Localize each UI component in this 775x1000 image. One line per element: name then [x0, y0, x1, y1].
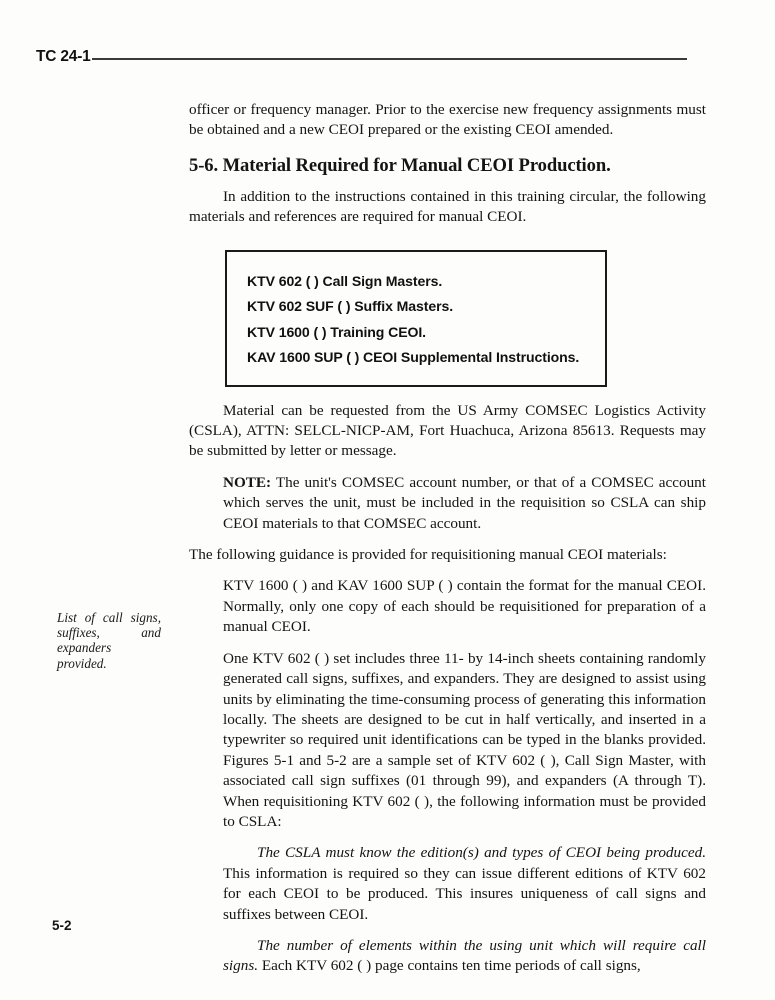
edition-lead-italic: The CSLA must know the edition(s) and types of CEOI being produced. — [257, 844, 706, 862]
material-item: KTV 1600 ( ) Training CEOI. — [247, 323, 426, 340]
edition-requirement-block — [223, 843, 706, 925]
edition-paragraph — [223, 843, 706, 925]
elements-paragraph — [223, 936, 706, 977]
note-paragraph — [223, 473, 706, 534]
elements-rest: Each KTV 602 ( ) page contains ten time periods of call signs, — [258, 957, 641, 975]
continued-paragraph: officer or frequency manager. Prior to the exercise new frequency assignments must be obtained and a new CEOI prepared or the existing CEOI amended. — [189, 101, 706, 139]
request-paragraph: Material can be requested from the US Army COMSEC Logistics Activity (CSLA), ATTN: SELCL-NICP-AM, Fort Huachuca, Arizona 85613. Requests may be submitted by letter or message. — [189, 401, 706, 460]
margin-note: List of call signs, suffixes, and expanders provided. — [57, 610, 161, 671]
elements-lead-italic: The number of elements within the using unit which will require call signs. — [223, 936, 706, 975]
page-number: 5-2 — [52, 918, 72, 933]
ktv1600-block — [223, 576, 706, 637]
document-number-label: TC 24-1 — [36, 48, 91, 65]
ktv602-block — [223, 649, 706, 833]
edition-rest: This information is required so they can issue different editions of KTV 602 for each CEOI to be produced. This insures uniqueness of call signs and suffixes between CEOI. — [223, 864, 706, 923]
note-block — [223, 473, 706, 534]
note-label: NOTE: — [223, 473, 272, 491]
material-item: KAV 1600 SUP ( ) CEOI Supplemental Instructions. — [247, 349, 580, 366]
guidance-paragraph: The following guidance is provided for requisitioning manual CEOI materials: — [189, 546, 667, 564]
material-item: KTV 602 ( ) Call Sign Masters. — [247, 272, 443, 289]
header-rule — [92, 58, 687, 60]
intro-paragraph: In addition to the instructions contained in this training circular, the following materials and references are required for manual CEOI. — [189, 187, 706, 226]
page-header — [36, 46, 736, 68]
ktv1600-paragraph: KTV 1600 ( ) and KAV 1600 SUP ( ) contain the format for the manual CEOI. Normally, only one copy of each should be requisitioned for preparation of a manual CEOI. — [223, 577, 706, 636]
material-item: KTV 602 SUF ( ) Suffix Masters. — [247, 298, 454, 315]
ktv602-paragraph: One KTV 602 ( ) set includes three 11- by 14-inch sheets containing randomly generated call signs, suffixes, and expanders. They are designed to assist using units by eliminating the time-consuming process of generating this information locally. The sheets are designed to be cut in half vertically, and inserted in a typewriter so required unit identifications can be typed in the blanks provided. Figures 5-1 and 5-2 are a sample set of KTV 602 ( ), Call Sign Master, with associated call sign suffixes (01 through 99), and expanders (A through T). When requisitioning KTV 602 ( ), the following information must be provided to CSLA: — [223, 649, 706, 830]
note-text: The unit's COMSEC account number, or that of a COMSEC account which serves the unit, must be included in the requisition so CSLA can ship CEOI materials to that COMSEC account. — [223, 473, 706, 532]
section-heading-5-6: 5-6. Material Required for Manual CEOI Production. — [189, 154, 611, 176]
elements-requirement-block — [223, 936, 706, 977]
main-text-column — [189, 100, 706, 977]
material-requirements-box — [225, 250, 607, 387]
